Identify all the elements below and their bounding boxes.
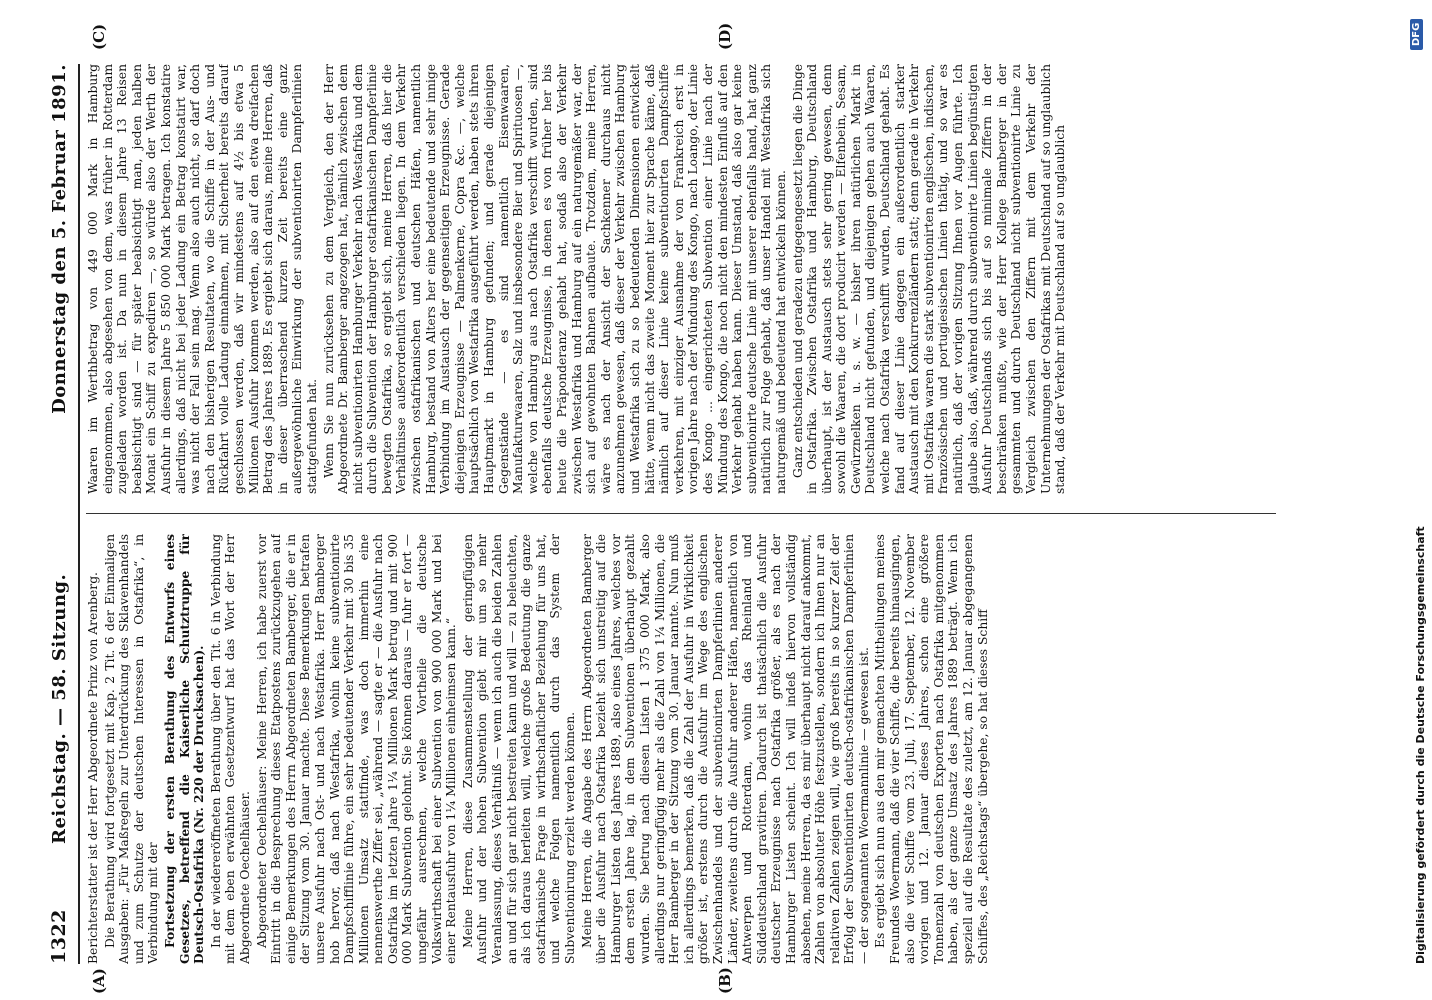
paragraph: Meine Herren, die Angabe des Herrn Abgeordneten Bamberger über die Ausfuhr nach Ostafrika bezieht sich unstreitig auf die Hamburger Listen des Jahres 1889, also eines Jahres, welches vor dem ersten Jahre lag, in dem Subventionen überhaupt gezahlt wurden. Sie betrug nach diesen Listen 1 375 000 Mark, also allerdings nur geringfügig mehr als die Zahl von 1¼ Millionen, die Herr Bamberger in der Sitzung vom 30. Januar nannte. Nun muß ich allerdings bemerken, daß die Zahl der Ausfuhr in Wirklichkeit größer ist, erstens durch die Ausfuhr im Wege des englischen Zwischenhandels und der subventionirten Dampferlinien anderer Länder, zweitens durch die Ausfuhr anderer Häfen, namentlich von Antwerpen und Rotterdam, wohin das Rheinland und Süddeutschland gravitiren. Dadurch ist thatsächlich die Ausfuhr deutscher Erzeugnisse nach Ostafrika größer, als es nach der Hamburger Listen scheint. Ich will indeß hiervon vollständig absehen, meine Herren, da es mir überhaupt nicht darauf ankommt, Zahlen von absoluter Höhe festzustellen, sondern ich Ihnen nur an relativen Zahlen zeigen will, wie groß bereits in so kurzer Zeit der Erfolg der Subventionirten deutsch-ostafrikanischen Dampferlinien — der sogenannten Woermannlinie — gewesen ist. <box>579 534 871 964</box>
column-divider <box>86 513 1276 514</box>
paragraph: Die Berathung wird fortgesetzt mit Kap. 2 Tit. 6 der Einmaligen Ausgaben: „Für Maßregeln zur Unterdrückung des Sklavenhandels und zum Schutze der deutschen Interessen in Ostafrika“, in Verbindung mit der <box>102 534 161 964</box>
paragraph: Abgeordneter Oechelhäuser: Meine Herren, ich habe zuerst vor Eintritt in die Besprechung dieses Etatpostens zurückzugehen auf einige Bemerkungen des Herrn Abgeordneten Bamberger, die er in der Sitzung vom 30. Januar machte. Diese Bemerkungen betrafen unsere Ausfuhr nach Ost- und nach Westafrika. Herr Bamberger hob hervor, daß nach Westafrika, wohin keine subventionirte Dampfschifflinie führe, ein sehr bedeutender Verkehr mit 30 bis 35 Millionen Umsatz stattfinde, was doch immerhin eine nennenswerthe Ziffer sei, „während — sagte er — die Ausfuhr nach Ostafrika im letzten Jahre 1¼ Millionen Mark betrug und mit 900 000 Mark Subvention gelohnt. Sie können daraus — fuhr er fort — ungefähr ausrechnen, welche Vortheile die deutsche Volkswirthschaft bei einer Subvention von 900 000 Mark und bei einer Rentausfuhr von 1¼ Millionen einheimsen kann.“ <box>254 534 459 964</box>
section-heading: Fortsetzung der ersten Berathung des Entwurfs eines Gesetzes, betreffend die Kaiserliche Schutztruppe für Deutsch-Ostafrika (Nr. 220 der Drucksachen). <box>161 534 207 964</box>
digitization-note: Digitalisierung gefördert durch die Deutsche Forschungsgemeinschaft <box>1414 526 1427 964</box>
margin-marker-b: (B) <box>716 967 734 994</box>
header-date: Donnerstag den 5. Februar 1891. <box>49 64 70 414</box>
left-column <box>86 534 1276 964</box>
margin-marker-a: (A) <box>90 968 108 994</box>
paragraph: Waaren im Werthbetrag von 449 000 Mark in Hamburg eingenommen, also abgesehen von dem, was früher in Rotterdam zugeladen worden ist. Da nun in diesem Jahre 13 Reisen beabsichtigt sind — für später beabsichtigt man, jeden halben Monat ein Schiff zu expediren —, so würde also der Werth der Ausfuhr in diesem Jahre 5 850 000 Mark betragen. Ich konstatire allerdings, daß nicht bei jeder Ladung ein Betrag konstatirt war, was nicht der Fall sein mag. Wenn also auch nicht, so darf doch nach den bisherigen Resultaten, wo die Schiffe in der Aus- und Rückfahrt volle Ladung einnahmen, mit Sicherheit bereits darauf geschlossen werden, daß wir mindestens auf 4½ bis etwa 5 Millionen Ausfuhr kommen werden, also auf den etwa dreifachen Betrag des Jahres 1889. Es ergiebt sich daraus, meine Herren, daß in dieser überraschend kurzen Zeit bereits eine ganz außergewöhnliche Einwirkung der subventionirten Dampferlinien stattgefunden hat. <box>86 64 319 494</box>
header-title: Reichstag. — 58. Sitzung. <box>49 573 70 844</box>
page-number: 1322 <box>48 909 70 964</box>
dfg-logo: DFG <box>1410 19 1423 50</box>
paragraph: Es ergiebt sich nun aus den mir gemachten Mittheilungen meines Freundes Woermann, daß die vier Schiffe, die bereits hinausgingen, also die vier Schiffe vom 23. Juli, 17. September, 12. November vorigen und 12. Januar dieses Jahres, schon eine größere Tonnenzahl von deutschen Exporten nach Ostafrika mitgenommen haben, als der ganze Umsatz des Jahres 1889 beträgt. Wenn ich speziell auf die Resultate des zuletzt, am 12. Januar abgegangenen Schiffes, des „Reichstags“ übergehe, so hat dieses Schiff <box>873 534 990 964</box>
paragraph: Berichterstatter ist der Herr Abgeordnete Prinz von Arenberg. <box>86 572 100 964</box>
page-header <box>44 64 72 964</box>
paragraph: In der wiedereröffneten Berathung über den Tit. 6 in Verbindung mit dem eben erwähnten Gesetzentwurf hat das Wort der Herr Abgeordnete Oechelhäuser. <box>208 534 252 964</box>
right-column <box>86 64 1276 494</box>
margin-marker-d: (D) <box>716 22 734 50</box>
margin-marker-c: (C) <box>90 23 108 50</box>
header-rule <box>78 64 80 964</box>
paragraph: Meine Herren, diese Zusammenstellung der geringfügigen Ausfuhr und der hohen Subvention giebt mir um so mehr Veranlassung, dieses Verhältniß — wenn ich auch die beiden Zahlen an und für sich gar nicht bestreiten kann und will — zu beleuchten, als ich daraus herleiten will, welche große Bedeutung die ganze ostafrikanische Frage in wirthschaftlicher Beziehung für uns hat, und welche Folgen namentlich durch das System der Subventionirung erzielt werden können. <box>460 534 577 964</box>
paragraph: Wenn Sie nun zurücksehen zu dem Vergleich, den der Herr Abgeordnete Dr. Bamberger angezogen hat, nämlich zwischen dem nicht subventionirten Hamburger Verkehr nach Westafrika und dem durch die Subvention der Hamburger ostafrikanischen Dampferlinie bewegten Ostafrika, so ergiebt sich, meine Herren, daß hier die Verhältnisse außerordentlich verschieden liegen. In dem Verkehr zwischen ostafrikanischen und deutschen Häfen, namentlich Hamburg, bestand von Alters her eine bedeutende und sehr innige Verbindung im Austausch der gegenseitigen Erzeugnisse. Gerade diejenigen Erzeugnisse — Palmenkerne, Copra &c. —, welche hauptsächlich von Westafrika ausgeführt werden, haben stets ihren Hauptmarkt in Hamburg gefunden; und gerade diejenigen Gegenstände — es sind namentlich Eisenwaaren, Manufakturwaaren, Salz und insbesondere Bier und Spirituosen —, welche von Hamburg aus nach Ostafrika verschifft wurden, sind ebenfalls deutsche Erzeugnisse, in denen es von früher her bis heute die Präponderanz gehabt hat, sodaß also der Verkehr zwischen Westafrika und Hamburg auf ein naturgemäßer war, der sich auf gewohnten Bahnen aufbaute. Trotzdem, meine Herren, wäre es nach der Ansicht der Sachkenner durchaus nicht anzunehmen gewesen, daß dieser der Verkehr zwischen Hamburg und Westafrika sich zu so bedeutenden Dimensionen entwickelt hätte, wenn nicht das zweite Moment hier zur Sprache käme, daß nämlich auf dieser Linie keine subventionirten Dampfschiffe verkehren, mit einziger Ausnahme der von Frankreich erst in vorigen Jahre nach der Mündung des Kongo, nach Loango, der Linie des Kongo ... eingerichteten Subvention einer Linie nach der Mündung des Kongo, die noch nicht den mindesten Einfluß auf den Verkehr gehabt haben kann. Dieser Umstand, daß also gar keine subventionirte deutsche Linie mit unserer ebenfalls hand, hat ganz natürlich zur Folge gehabt, daß unser Handel mit Westafrika sich naturgemäß und bedeutend hat entwickeln können. <box>321 64 788 494</box>
paragraph: Ganz entschieden und geradezu entgegengesetzt liegen die Dinge in Ostafrika. Zwischen Ostafrika und Hamburg, Deutschland überhaupt, ist der Austausch stets sehr gering gewesen, denn sowohl die Waaren, die dort producirt werden — Elfenbein, Sesam, Gewürznelken u. s. w. — bisher ihren natürlichen Markt in Deutschland nicht gefunden, und diejenigen gehen auch Waaren, welche nach Ostafrika verschifft wurden, Deutschland gehabt. Es fand auf dieser Linie dagegen ein außerordentlich starker Austausch mit den Konkurrenzländern statt; denn gerade in Verkehr mit Ostafrika waren die stark subventionirten englischen, indischen, französischen und portugiesischen Linien thätig, und so war es natürlich, daß der vorigen Sitzung Ihnen vor Augen führte. Ich glaube also, daß, während durch subventionirte Linien begünstigten Ausfuhr Deutschlands sich bis auf so minimale Ziffern in der beschränken mußte, wie der Herr Kollege Bamberger in der gesammten und durch Deutschland nicht subventionirte Linie zu Vergleich zwischen den Ziffern mit dem Verkehr der Unternehmungen der Ostafrikas mit Deutschland auf so unglaublich stand, daß der Verkehr mit Deutschland auf so unglaublich <box>790 64 1068 494</box>
